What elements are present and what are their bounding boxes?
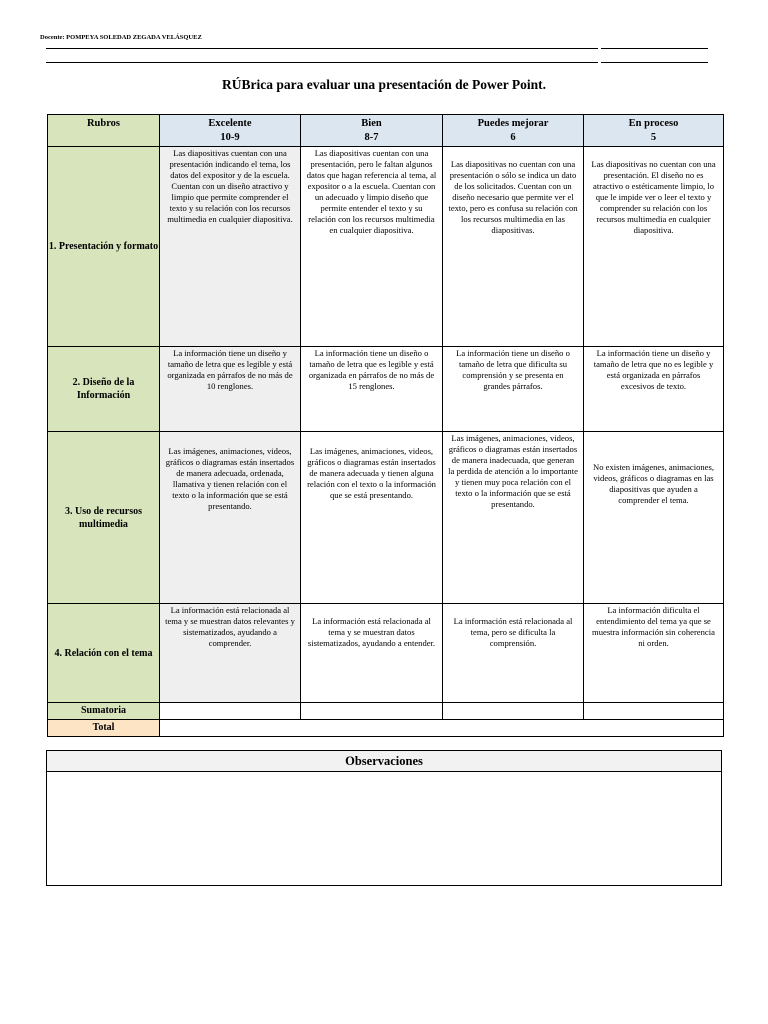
observations-box (46, 750, 722, 886)
sumatoria-cell[interactable] (584, 703, 724, 720)
header-bien (301, 115, 443, 147)
cell-bien (301, 147, 443, 347)
header-rule (601, 48, 708, 49)
cell-excelente (160, 347, 301, 432)
cell-text: La información está relacionada al tema, pero se dificulta la comprensión. (453, 616, 573, 648)
header-rule (46, 48, 598, 49)
header-excelente (160, 115, 301, 147)
cell-text: La información tiene un diseño o tamaño de letra que es legible y está organizada en párrafos de no más de 15 renglones. (308, 348, 435, 391)
header-row (48, 115, 724, 147)
teacher-name: Docente: POMPEYA SOLEDAD ZEGADA VELÁSQUEZ (40, 34, 202, 41)
sumatoria-row (48, 703, 724, 720)
cell-puedes-mejorar (443, 347, 584, 432)
sumatoria-label: Sumatoria (48, 703, 160, 720)
cell-excelente (160, 432, 301, 604)
sumatoria-cell[interactable] (160, 703, 301, 720)
cell-text: La información está relacionada al tema y se muestran datos relevantes y sistematizados, ayudando a comprender. (165, 605, 295, 648)
cell-text: La información tiene un diseño y tamaño de letra que no es legible y está organizada en párrafos excesivos de texto. (593, 348, 714, 391)
cell-puedes-mejorar (443, 604, 584, 703)
cell-text: La información dificulta el entendimiento del tema ya que se muestra información sin coherencia ni orden. (592, 605, 715, 648)
cell-bien (301, 604, 443, 703)
total-row (48, 720, 724, 737)
cell-text: La información tiene un diseño y tamaño de letra que es legible y está organizada en párrafos de no más de 10 renglones. (167, 348, 293, 391)
rubric-row-relacion (48, 604, 724, 703)
cell-text: La información tiene un diseño o tamaño de letra que dificulta su comprensión y se presenta en grandes párrafos. (456, 348, 570, 391)
sumatoria-cell[interactable] (301, 703, 443, 720)
sumatoria-cell[interactable] (443, 703, 584, 720)
observations-title: Observaciones (47, 751, 721, 772)
header-label: Puedes mejorar (477, 117, 549, 129)
header-rule (601, 62, 708, 63)
cell-en-proceso (584, 604, 724, 703)
header-score: 10-9 (220, 131, 240, 143)
header-score: 6 (510, 131, 516, 143)
cell-text: Las imágenes, animaciones, videos, gráficos o diagramas están insertados de manera inadecuada, que generan la perdida de atención a lo importante y tienen muy poca relación con el texto o la información que se está presentando. (448, 433, 578, 509)
total-label: Total (48, 720, 160, 737)
cell-puedes-mejorar (443, 147, 584, 347)
header-label: Excelente (208, 117, 252, 129)
header-en-proceso (584, 115, 724, 147)
rubric-row-presentacion (48, 147, 724, 347)
criterion-label: 2. Diseño de la Información (48, 347, 160, 432)
total-cell[interactable] (160, 720, 724, 737)
cell-text: Las diapositivas no cuentan con una presentación. El diseño no es atractivo o estéticamente limpio, lo que le impide ver o leer el texto y comprender su relación con los recursos multimedia en cualquier diapositiva. (591, 159, 716, 235)
rubric-row-diseno (48, 347, 724, 432)
cell-text: Las imágenes, animaciones, videos, gráficos o diagramas están insertados de manera adecuada y tienen alguna relación con el texto o la información que se está presentando. (307, 446, 436, 500)
header-label: Bien (361, 117, 382, 129)
header-score: 5 (650, 131, 657, 143)
cell-bien (301, 432, 443, 604)
cell-text: Las diapositivas cuentan con una presentación, pero le faltan algunos datos que hagan referencia al tema, al expositor o a la escuela. Cuentan con un adecuado y limpio diseño que permite entender el texto y su relación con los recursos multimedia en cualquier diapositiva. (306, 148, 437, 235)
observations-area[interactable] (47, 772, 721, 886)
criterion-label: 4. Relación con el tema (48, 604, 160, 703)
cell-text: Las diapositivas no cuentan con una presentación o sólo se indica un dato de los solicitados. Cuentan con un diseño necesario que permite ver el texto, pero es confusa su relación con los recursos multimedia en las diapositivas. (448, 159, 578, 235)
cell-text: Las diapositivas cuentan con una presentación indicando el tema, los datos del expositor y de la escuela. Cuentan con un diseño atractivo y limpio que permite comprender el texto y su relación con los recursos multimedia en cualquier diapositiva. (167, 148, 293, 224)
cell-excelente (160, 147, 301, 347)
header-label: Rubros (86, 118, 121, 129)
rubric-row-multimedia (48, 432, 724, 604)
header-rubros (48, 115, 160, 147)
document-title: RÚBrica para evaluar una presentación de Power Point. (222, 77, 546, 92)
cell-en-proceso (584, 347, 724, 432)
cell-puedes-mejorar (443, 432, 584, 604)
cell-text: Las imágenes, animaciones, videos, gráficos o diagramas están insertados de manera adecuada, ordenada, llamativa y tienen relación con el texto o la información que se está presentando. (165, 446, 295, 511)
cell-bien (301, 347, 443, 432)
criterion-label: 3. Uso de recursos multimedia (48, 432, 160, 604)
cell-text: No existen imágenes, animaciones, videos, gráficos o diagramas en las diapositivas que ayuden a comprender el tema. (593, 462, 714, 505)
header-score: 8-7 (364, 131, 379, 143)
cell-excelente (160, 604, 301, 703)
header-rule (46, 62, 598, 63)
header-puedes-mejorar (443, 115, 584, 147)
header-label: En proceso (628, 117, 679, 129)
criterion-label: 1. Presentación y formato (48, 147, 160, 347)
cell-en-proceso (584, 147, 724, 347)
rubric-table (47, 114, 724, 737)
cell-text: La información está relacionada al tema y se muestran datos sistematizados, ayudando a entender. (307, 616, 436, 648)
cell-en-proceso (584, 432, 724, 604)
